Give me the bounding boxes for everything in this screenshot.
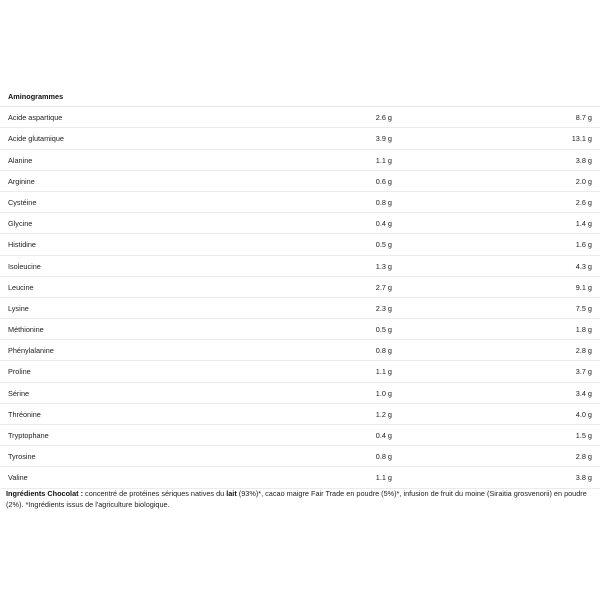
amino-acid-value-2: 3.4 g xyxy=(575,388,592,398)
table-row xyxy=(0,234,600,255)
table-row xyxy=(0,277,600,298)
amino-acid-value-1: 2.7 g xyxy=(375,282,392,292)
amino-acid-value-2: 7.5 g xyxy=(575,303,592,313)
amino-acid-value-1: 0.5 g xyxy=(375,325,392,335)
amino-acid-value-2: 1.4 g xyxy=(575,219,592,229)
ingredients-text-1: concentré de protéines sériques natives du xyxy=(83,489,227,498)
ingredients-bold-word: lait xyxy=(226,489,237,498)
amino-acid-value-1: 0.4 g xyxy=(375,431,392,440)
amino-acid-value-2: 13.1 g xyxy=(571,134,592,144)
amino-acid-name: Acide aspartique xyxy=(8,113,63,123)
amino-acid-value-1: 0.8 g xyxy=(375,452,392,462)
table-row xyxy=(0,171,600,192)
table-body xyxy=(0,107,600,488)
table-row xyxy=(0,107,600,128)
table-row xyxy=(0,213,600,234)
amino-acid-name: Lysine xyxy=(8,303,29,313)
amino-acid-name: Proline xyxy=(8,367,31,377)
ingredients-paragraph xyxy=(6,488,596,510)
table-row xyxy=(0,446,600,467)
amino-acid-value-1: 2.3 g xyxy=(375,303,392,313)
amino-acid-value-1: 1.0 g xyxy=(375,388,392,398)
amino-acid-value-2: 8.7 g xyxy=(575,113,592,123)
amino-acid-value-2: 2.0 g xyxy=(575,176,592,186)
amino-acid-name: Phénylalanine xyxy=(8,346,54,356)
table-row xyxy=(0,128,600,149)
amino-acid-name: Glycine xyxy=(8,219,33,229)
amino-acid-value-1: 3.9 g xyxy=(375,134,392,144)
amino-acid-value-1: 0.8 g xyxy=(375,346,392,356)
amino-acid-name: Valine xyxy=(8,473,28,483)
table-row xyxy=(0,150,600,171)
amino-acid-name: Alanine xyxy=(8,155,33,165)
amino-acid-value-1: 0.4 g xyxy=(375,219,392,229)
table-row xyxy=(0,467,600,488)
table-title: Aminogrammes xyxy=(8,92,64,101)
amino-acid-value-1: 1.2 g xyxy=(375,409,392,419)
ingredients-text-2: (93%)*, cacao maigre Fair Trade en poudre (5%)*, infusion de fruit du moine (Siraitia grosvenorii) en poudre (2%). *Ingrédients issus de l'agriculture biologique. xyxy=(6,489,587,509)
amino-acid-name: Thréonine xyxy=(8,409,41,419)
amino-acid-value-2: 3.8 g xyxy=(575,155,592,165)
table-row xyxy=(0,256,600,277)
table-row xyxy=(0,404,600,425)
amino-acid-name: Histidine xyxy=(8,240,36,250)
table-row xyxy=(0,425,600,446)
amino-acid-value-2: 1.5 g xyxy=(575,431,592,440)
aminogram-table xyxy=(0,86,600,489)
table-header-row xyxy=(0,86,600,107)
amino-acid-value-1: 0.5 g xyxy=(375,240,392,250)
amino-acid-value-2: 2.8 g xyxy=(575,452,592,462)
amino-acid-value-2: 9.1 g xyxy=(575,282,592,292)
amino-acid-value-2: 4.3 g xyxy=(575,261,592,271)
amino-acid-value-2: 2.8 g xyxy=(575,346,592,356)
amino-acid-name: Méthionine xyxy=(8,325,44,335)
amino-acid-value-1: 0.8 g xyxy=(375,197,392,207)
amino-acid-name: Cystéine xyxy=(8,197,37,207)
amino-acid-value-2: 3.7 g xyxy=(575,367,592,377)
table-row xyxy=(0,340,600,361)
amino-acid-value-1: 1.3 g xyxy=(375,261,392,271)
amino-acid-value-2: 1.6 g xyxy=(575,240,592,250)
amino-acid-name: Tryptophane xyxy=(8,431,49,440)
amino-acid-name: Arginine xyxy=(8,176,35,186)
amino-acid-value-2: 1.8 g xyxy=(575,325,592,335)
amino-acid-value-1: 2.6 g xyxy=(375,113,392,123)
amino-acid-name: Sérine xyxy=(8,388,30,398)
amino-acid-name: Acide glutamique xyxy=(8,134,64,144)
table-row xyxy=(0,298,600,319)
ingredients-label: Ingrédients Chocolat : xyxy=(6,489,84,498)
table-row xyxy=(0,319,600,340)
amino-acid-value-2: 4.0 g xyxy=(575,409,592,419)
amino-acid-value-1: 0.6 g xyxy=(375,176,392,186)
amino-acid-name: Tyrosine xyxy=(8,452,36,462)
amino-acid-value-1: 1.1 g xyxy=(375,155,392,165)
table-row xyxy=(0,383,600,404)
amino-acid-name: Isoleucine xyxy=(8,261,41,271)
table-row xyxy=(0,192,600,213)
table-row xyxy=(0,361,600,382)
amino-acid-value-1: 1.1 g xyxy=(375,367,392,377)
amino-acid-name: Leucine xyxy=(8,282,34,292)
amino-acid-value-2: 2.6 g xyxy=(575,197,592,207)
amino-acid-value-2: 3.8 g xyxy=(575,473,592,483)
amino-acid-value-1: 1.1 g xyxy=(375,473,392,483)
